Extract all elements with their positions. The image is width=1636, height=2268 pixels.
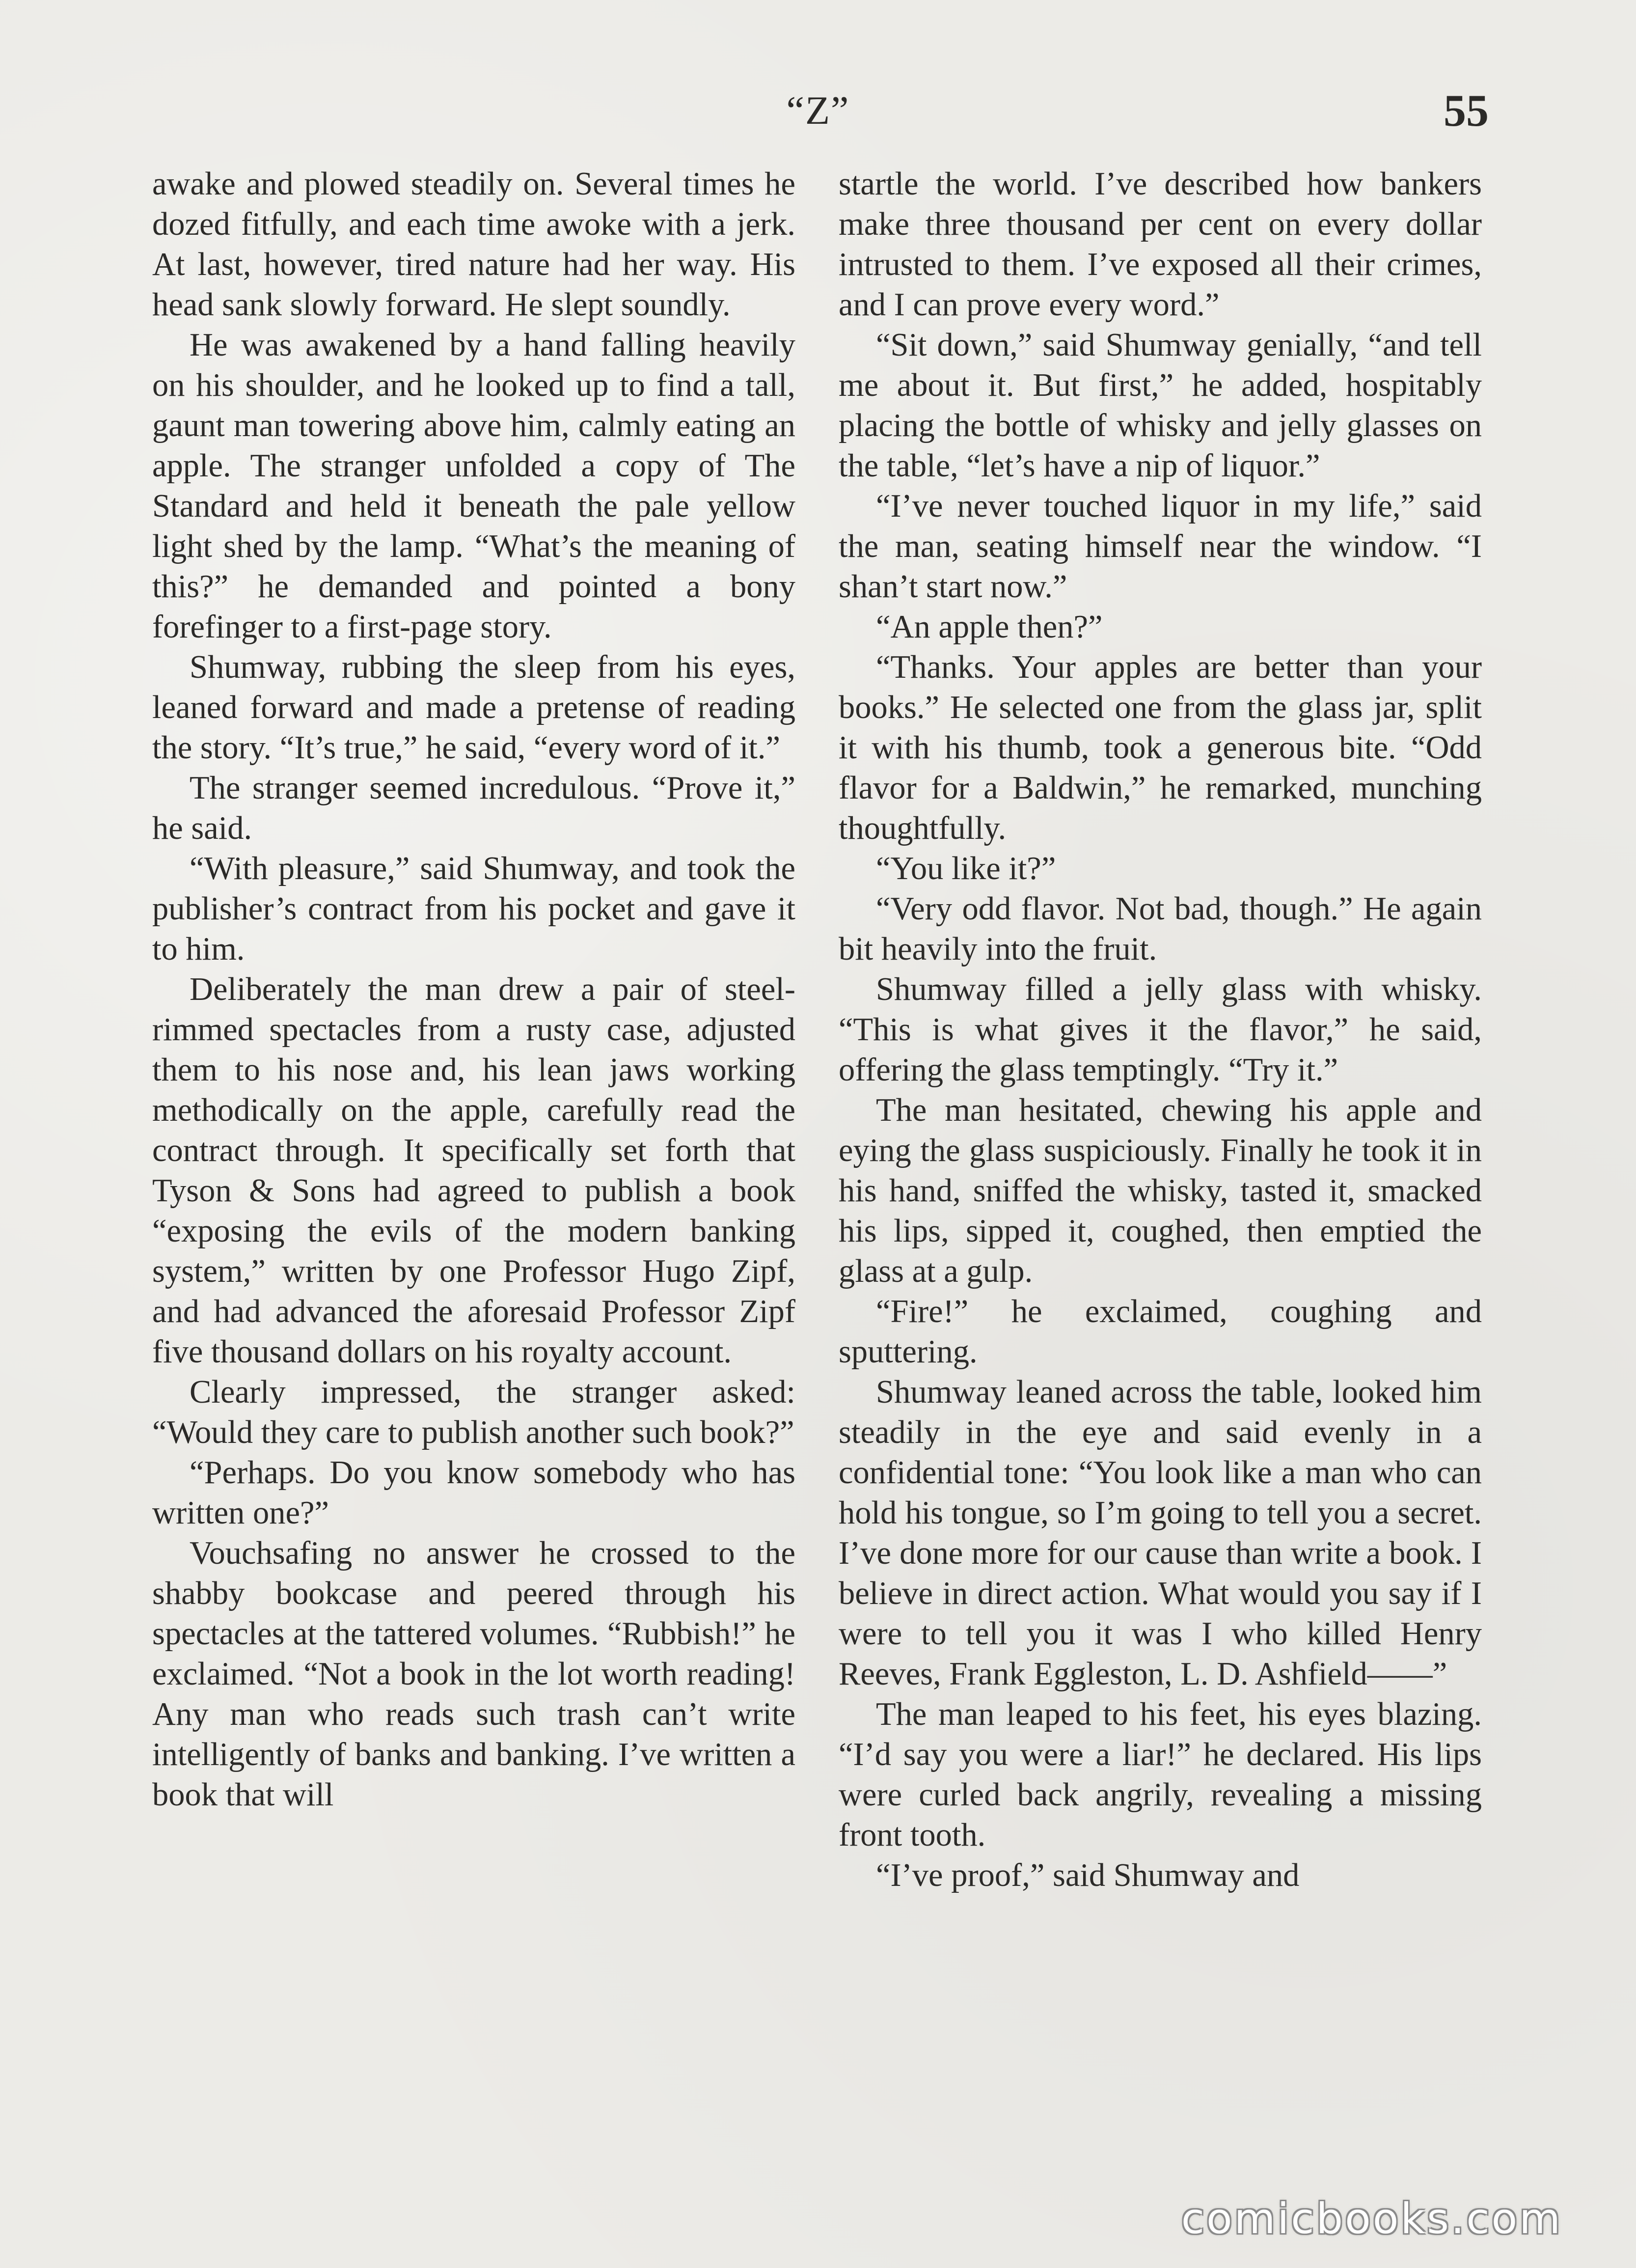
paragraph: The stranger seemed incredulous. “Prove it,” he said. xyxy=(152,770,795,846)
watermark: comicbooks.com xyxy=(1181,2194,1562,2243)
paragraph: “Perhaps. Do you know somebody who has written one?” xyxy=(152,1455,795,1531)
paragraph: Shumway filled a jelly glass with whisky. “This is what gives it the flavor,” he said, offering the glass temptingly. “Try it.” xyxy=(839,971,1482,1088)
paragraph: The man leaped to his feet, his eyes blazing. “I’d say you were a liar!” he declared. His lips were curled back angrily, revealing a missing front tooth. xyxy=(839,1696,1482,1853)
right-text-column xyxy=(839,164,1482,1896)
paragraph: “Very odd flavor. Not bad, though.” He again bit heavily into the fruit. xyxy=(839,891,1482,967)
paragraph: “Fire!” he exclaimed, coughing and sputtering. xyxy=(839,1294,1482,1370)
paragraph: “I’ve never touched liquor in my life,” said the man, seating himself near the window. “I shan’t start now.” xyxy=(839,488,1482,605)
paragraph: Shumway, rubbing the sleep from his eyes, leaned forward and made a pretense of reading the story. “It’s true,” he said, “every word of it.” xyxy=(152,649,795,766)
paragraph: “With pleasure,” said Shumway, and took the publisher’s contract from his pocket and gave it to him. xyxy=(152,851,795,967)
paragraph: “I’ve proof,” said Shumway and xyxy=(876,1857,1300,1893)
paragraph: He was awakened by a hand falling heavily on his shoulder, and he looked up to find a tall, gaunt man towering above him, calmly eating an apple. The stranger unfolded a copy of The Standard and held it beneath the pale yellow light shed by the lamp. “What’s the meaning of this?” he demanded and pointed a bony forefinger to a first-page story. xyxy=(152,327,795,645)
running-title: “Z” xyxy=(786,88,850,133)
paragraph: “You like it?” xyxy=(876,851,1056,886)
paragraph: The man hesitated, chewing his apple and eying the glass suspiciously. Finally he took it in his hand, sniffed the whisky, tasted it, smacked his lips, sipped it, coughed, then emptied the glass at a gulp. xyxy=(839,1092,1482,1289)
paragraph: “Sit down,” said Shumway genially, “and tell me about it. But first,” he added, hospitably placing the bottle of whisky and jelly glasses on the table, “let’s have a nip of liquor.” xyxy=(839,327,1482,484)
paragraph: Clearly impressed, the stranger asked: “Would they care to publish another such book?” xyxy=(152,1374,795,1450)
paragraph: startle the world. I’ve described how bankers make three thousand per cent on every dollar intrusted to them. I’ve exposed all their crimes, and I can prove every word.” xyxy=(839,166,1482,323)
paragraph: “Thanks. Your apples are better than your books.” He selected one from the glass jar, split it with his thumb, took a generous bite. “Odd flavor for a Baldwin,” he remarked, munching thoughtfully. xyxy=(839,649,1482,846)
left-text-column xyxy=(152,164,795,1815)
paragraph: Deliberately the man drew a pair of steel-rimmed spectacles from a rusty case, adjusted them to his nose and, his lean jaws working methodically on the apple, carefully read the contract through. It specifically set forth that Tyson & Sons had agreed to publish a book “exposing the evils of the modern banking system,” written by one Professor Hugo Zipf, and had advanced the aforesaid Professor Zipf five thousand dollars on his royalty account. xyxy=(152,971,795,1370)
paragraph: “An apple then?” xyxy=(876,609,1103,645)
paragraph: awake and plowed steadily on. Several times he dozed fitfully, and each time awoke with a jerk. At last, however, tired nature had her way. His head sank slowly forward. He slept soundly. xyxy=(152,166,795,323)
paragraph: Shumway leaned across the table, looked him steadily in the eye and said evenly in a confidential tone: “You look like a man who can hold his tongue, so I’m going to tell you a secret. I’ve done more for our cause than write a book. I believe in direct action. What would you say if I were to tell you it was I who killed Henry Reeves, Frank Eggleston, L. D. Ashfield——” xyxy=(839,1374,1482,1692)
paragraph: Vouchsafing no answer he crossed to the shabby bookcase and peered through his spectacles at the tattered volumes. “Rubbish!” he exclaimed. “Not a book in the lot worth reading! Any man who reads such trash can’t write intelligently of banks and banking. I’ve written a book that will xyxy=(152,1535,795,1813)
page-number: 55 xyxy=(1444,85,1489,136)
